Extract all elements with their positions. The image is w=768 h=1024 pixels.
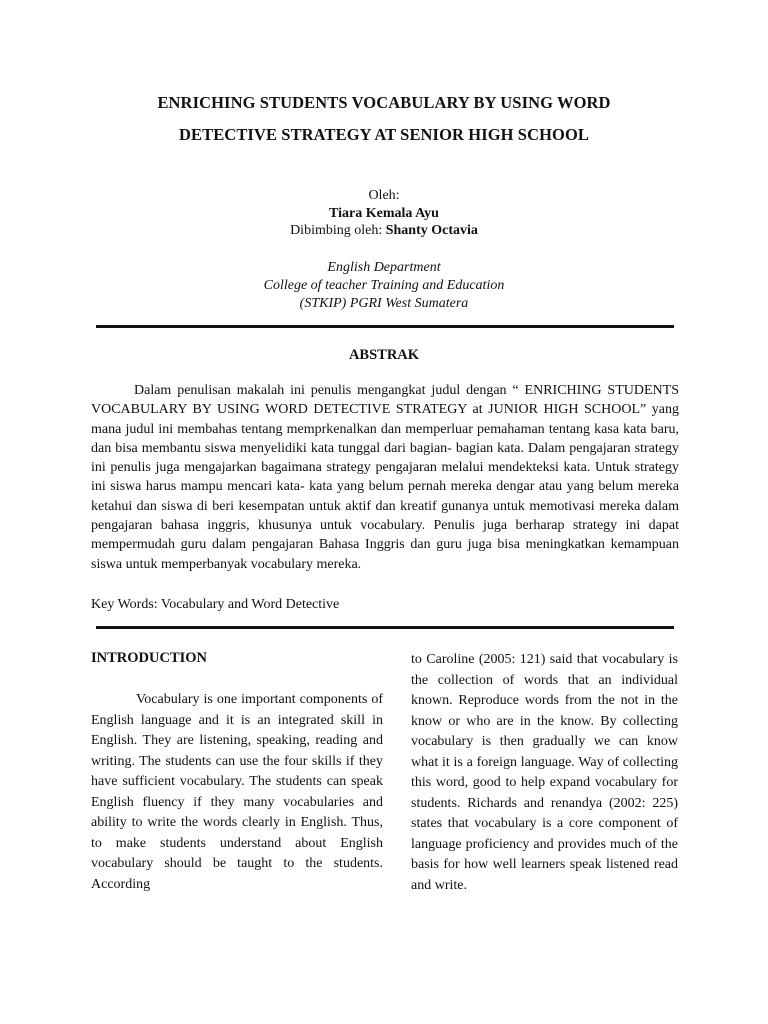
paper-title-line-1: ENRICHING STUDENTS VOCABULARY BY USING WORD — [157, 93, 611, 112]
abstract-body: Dalam penulisan makalah ini penulis mengangkat judul dengan “ ENRICHING STUDENTS VOCABULARY BY USING WORD DETECTIVE STRATEGY at JUNIOR HIGH SCHOOL” yang mana judul ini membahas tentang memprkenalkan dan memperluar pemahaman tentang kasa kata baru, dan bisa membantu siswa menyelidiki kata tunggal dari bagian- bagian kata. Dalam pengajaran strategy ini penulis juga mengajarkan bagaimana strategy pengajaran melalui mendekteksi kata. Untuk strategy ini siswa harus mampu mencari kata- kata yang belum pernah mereka dengar atau yang belum mereka ketahui dan siswa di beri kesempatan untuk aktif dan kreatif gunanya untuk memotivasi mereka dalam pengajaran bahasa inggris, khusunya untuk vocabulary. Penulis juga berharap strategy ini dapat mempermudah guru dalam pengajaran Bahasa Inggris dan guru juga bisa meningkatkan kemampuan siswa untuk memperbanyak vocabulary mereka. — [91, 383, 679, 572]
author-name: Tiara Kemala Ayu — [329, 206, 439, 221]
institution: (STKIP) PGRI West Sumatera — [299, 296, 469, 311]
keywords: Key Words: Vocabulary and Word Detective — [91, 597, 340, 612]
oleh-label: Oleh: — [368, 188, 400, 203]
introduction-right-column: to Caroline (2005: 121) said that vocabulary is the collection of words that an individual known. Reproduce words from the not in the know or who are in the know. By collecting vocabulary is then gradually we can know what it is a foreign language. Way of collecting this word, good to help expand vocabulary for students. Richards and renandya (2002: 225) states that vocabulary is a core component of language proficiency and provides much of the basis for how well learners speak listened read and write. — [411, 652, 678, 893]
advisor-name: Shanty Octavia — [385, 223, 478, 238]
department: English Department — [327, 260, 441, 275]
top-divider — [96, 325, 674, 328]
introduction-left-column: Vocabulary is one important components of English language and it is an integrated skill in English. They are listening, speaking, reading and writing. The students can use the four skills if they have sufficient vocabulary. The students can speak English fluency if they many vocabularies and ability to write the words clearly in English. Thus, to make students understand about English vocabulary should be taught to the students. According — [91, 692, 383, 892]
introduction-heading: INTRODUCTION — [91, 650, 208, 666]
college: College of teacher Training and Education — [263, 278, 505, 293]
advisor-line — [60, 222, 708, 239]
advisor-label: Dibimbing oleh: — [290, 223, 386, 238]
abstract-heading: ABSTRAK — [348, 347, 420, 363]
bottom-divider — [96, 626, 674, 629]
paper-title-line-2: DETECTIVE STRATEGY AT SENIOR HIGH SCHOOL — [178, 125, 590, 144]
